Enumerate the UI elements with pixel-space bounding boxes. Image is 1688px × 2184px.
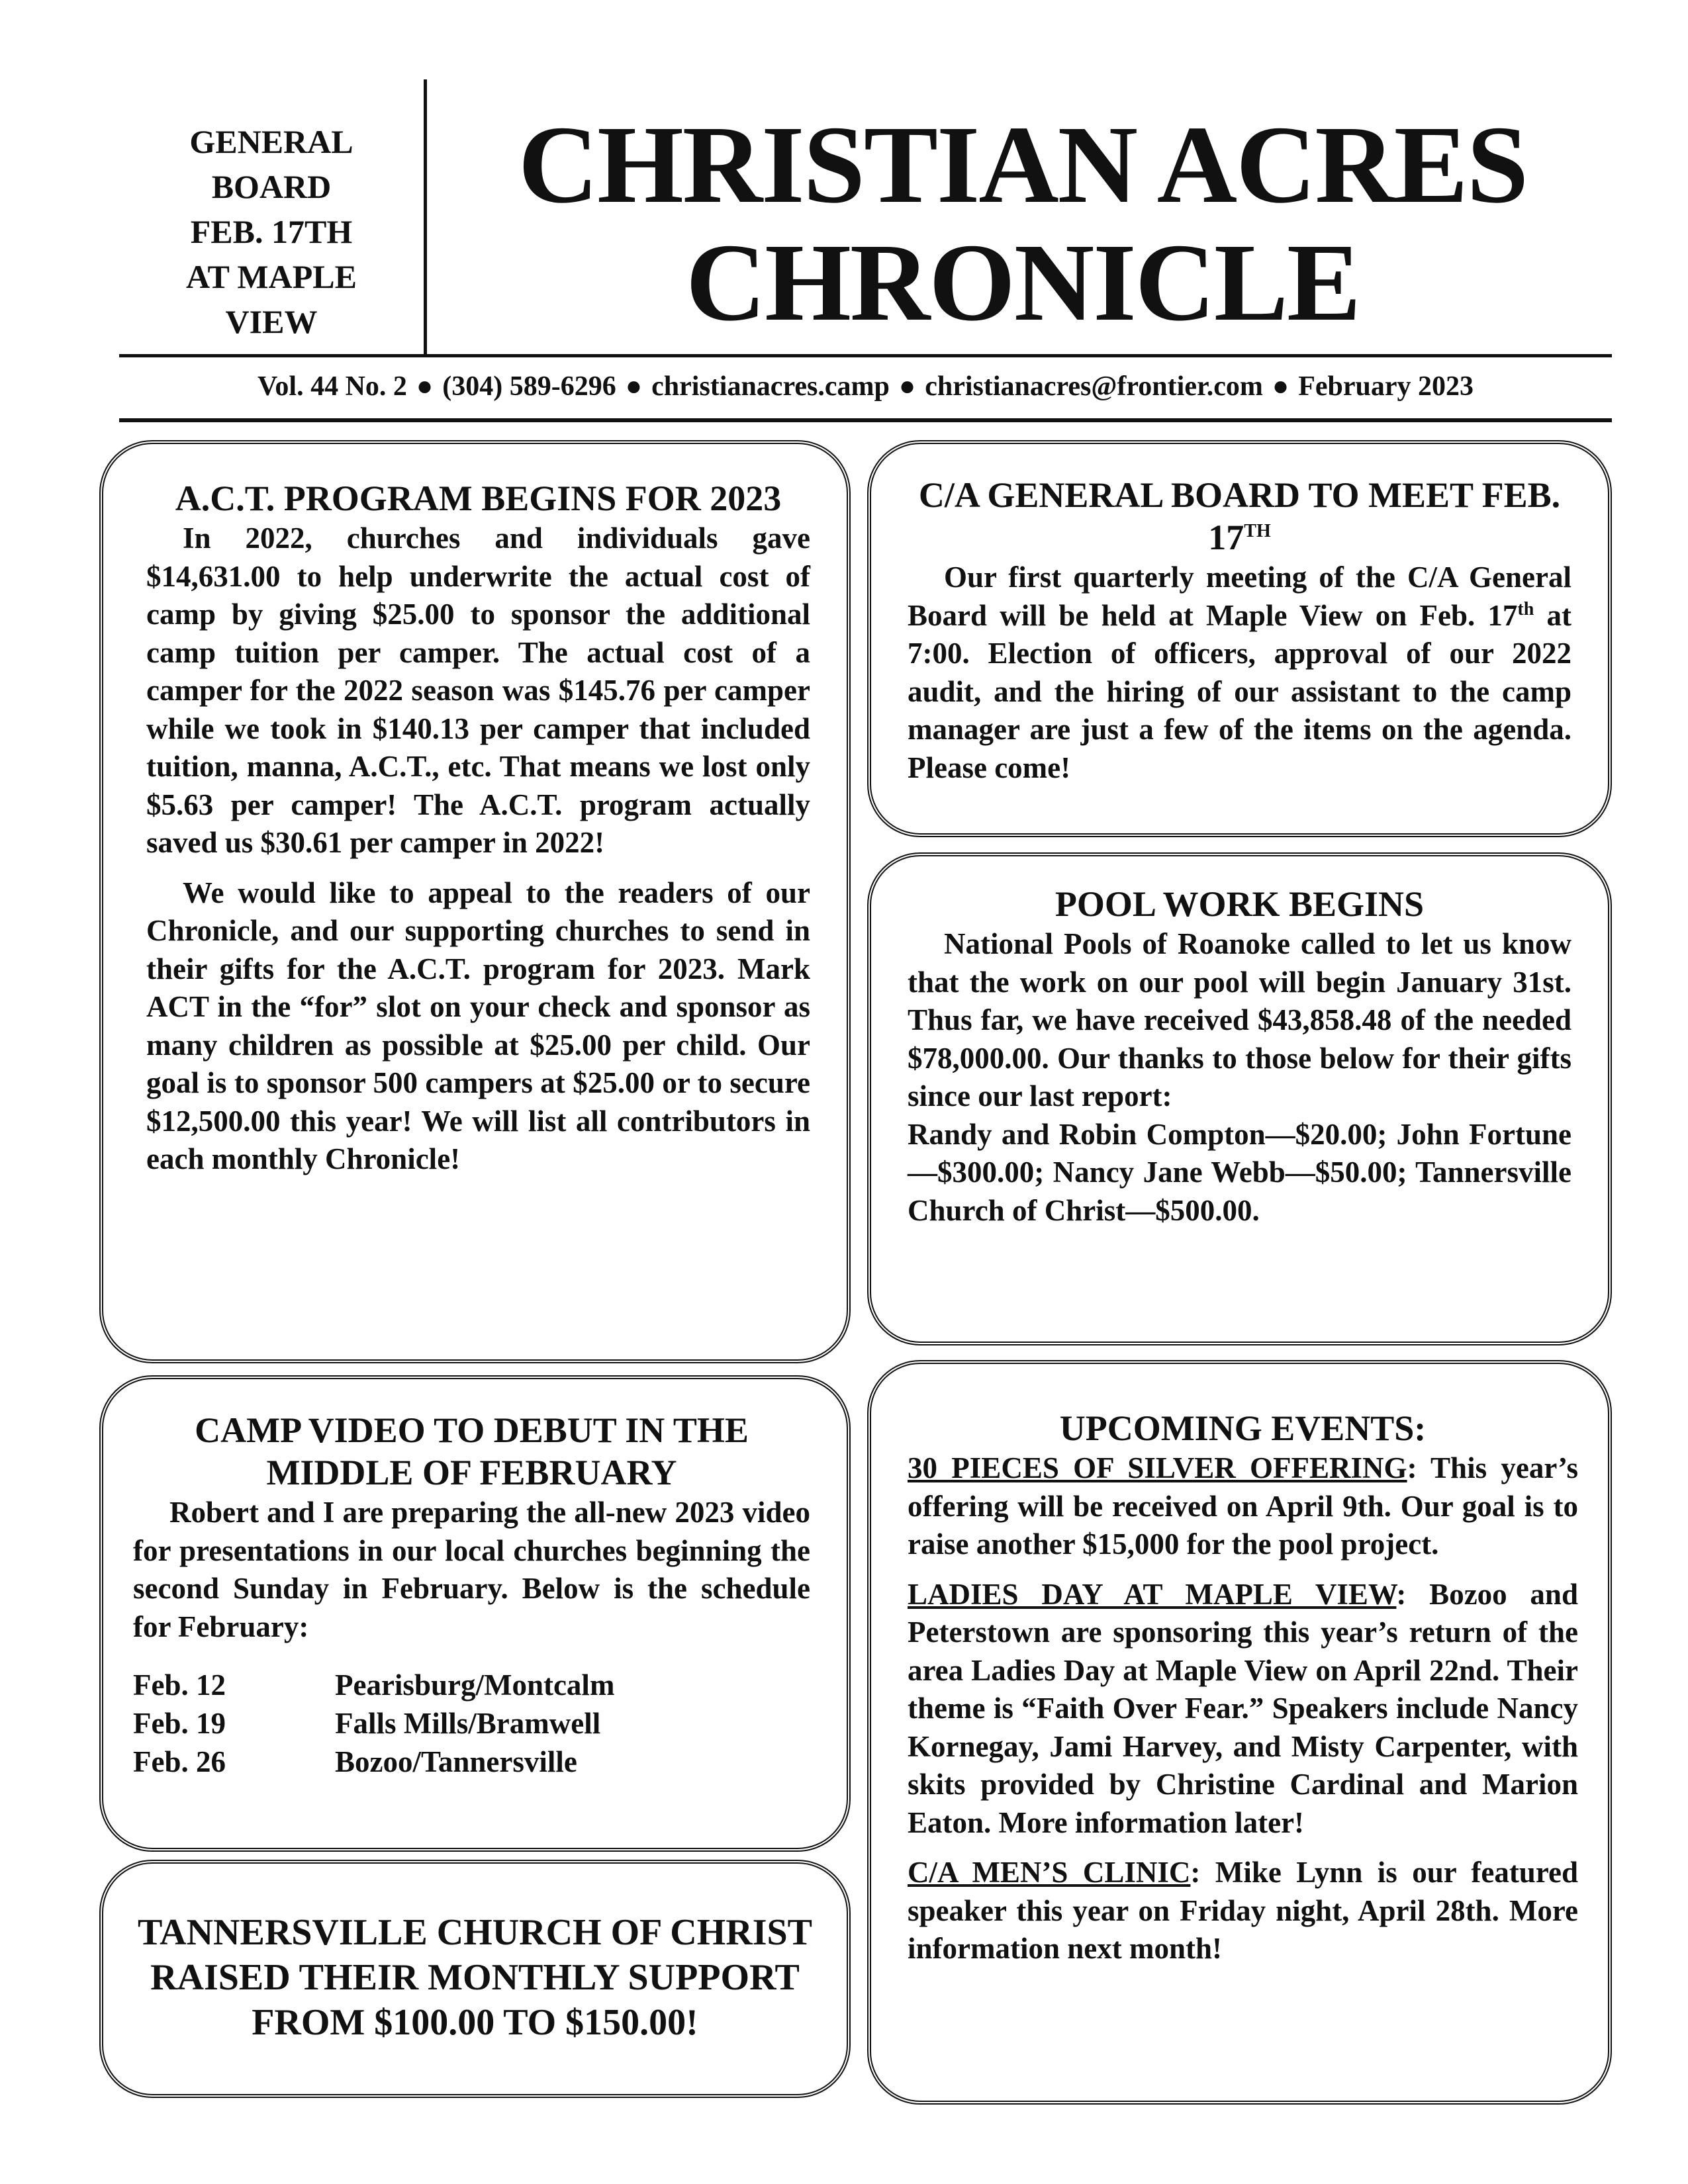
bullet-icon: ● bbox=[416, 371, 434, 402]
event-text: : Mike Lynn is our featured speaker this year on Friday night, April 28th. More information next month! bbox=[908, 1856, 1578, 1965]
event-item bbox=[908, 1449, 1578, 1564]
note-line: VIEW bbox=[225, 303, 318, 340]
note-line: AT MAPLE bbox=[186, 258, 357, 295]
masthead-divider bbox=[424, 79, 427, 354]
schedule-date: Feb. 26 bbox=[133, 1745, 226, 1778]
rule-bottom bbox=[119, 418, 1612, 422]
bullet-icon: ● bbox=[625, 371, 643, 402]
act-paragraph-1: In 2022, churches and individuals gave $14,631.00 to help underwrite the actual cost of camp by giving $25.00 to sponsor the additional camp tuition per camper. The actual cost of a camper for the 2022 season was $145.76 per camper while we took in $140.13 per camper that included tuition, manna, A.C.T., etc. That means we lost only $5.63 per camper! The A.C.T. program actually saved us $30.61 per camper in 2022! bbox=[146, 522, 810, 859]
note-line: BOARD bbox=[211, 168, 332, 205]
pool-heading: POOL WORK BEGINS bbox=[1055, 884, 1425, 924]
camp-video-box bbox=[99, 1375, 851, 1852]
schedule-row bbox=[133, 1704, 614, 1743]
video-schedule bbox=[133, 1666, 614, 1781]
event-text: : This year’s offering will be received on April 9th. Our goal is to raise another $15,000 for the pool project. bbox=[908, 1451, 1578, 1561]
phone-number: (304) 589-6296 bbox=[442, 371, 616, 402]
act-heading: A.C.T. PROGRAM BEGINS FOR 2023 bbox=[175, 478, 782, 518]
schedule-row bbox=[133, 1666, 614, 1704]
info-bar bbox=[119, 365, 1612, 408]
board-text-sup: th bbox=[1517, 598, 1534, 619]
email-link[interactable]: christianacres@frontier.com bbox=[925, 371, 1263, 402]
board-paragraph bbox=[908, 559, 1571, 787]
event-item bbox=[908, 1576, 1578, 1843]
board-text-a: Our first quarterly meeting of the C/A General Board will be held at Maple View on Feb. 17 bbox=[908, 561, 1571, 632]
upcoming-events-box bbox=[867, 1360, 1612, 2105]
volume-number: Vol. 44 No. 2 bbox=[257, 371, 407, 402]
newsletter-title bbox=[437, 103, 1609, 344]
board-meeting-note bbox=[139, 119, 404, 344]
schedule-row bbox=[133, 1743, 614, 1781]
bullet-icon: ● bbox=[1272, 371, 1289, 402]
board-heading-text: C/A GENERAL BOARD TO MEET FEB. 17 bbox=[918, 475, 1561, 557]
event-title: 30 PIECES OF SILVER OFFERING bbox=[908, 1451, 1407, 1484]
note-line: GENERAL bbox=[189, 123, 353, 160]
bullet-icon: ● bbox=[898, 371, 916, 402]
issue-date: February 2023 bbox=[1298, 371, 1474, 402]
pool-paragraph-1: National Pools of Roanoke called to let us know that the work on our pool will begin January 31st. Thus far, we have received $43,858.48 of the needed $78,000.00. Our thanks to those below for their gifts since our last report: bbox=[908, 927, 1571, 1113]
act-paragraph-2: We would like to appeal to the readers of our Chronicle, and our supporting churches to send in their gifts for the A.C.T. program for 2023. Mark ACT in the “for” slot on your check and sponsor as many children as possible at $25.00 per child. Our goal is to sponsor 500 campers at $25.00 or to secure $12,500.00 this year! We will list all contributors in each monthly Chronicle! bbox=[146, 876, 810, 1175]
board-heading bbox=[908, 474, 1571, 559]
rule-top bbox=[119, 354, 1612, 357]
event-text: : Bozoo and Peterstown are sponsoring this year’s return of the area Ladies Day at Maple View on April 22nd. Their theme is “Faith Over Fear.” Speakers include Nancy Kornegay, Jami Harvey, and Misty Carpenter, with skits provided by Christine Cardinal and Marion Eaton. More information later! bbox=[908, 1577, 1578, 1839]
event-title: LADIES DAY AT MAPLE VIEW bbox=[908, 1577, 1397, 1611]
general-board-box bbox=[867, 440, 1612, 837]
schedule-place: Bozoo/Tannersville bbox=[335, 1745, 577, 1778]
schedule-place: Pearisburg/Montcalm bbox=[335, 1668, 615, 1702]
website-link[interactable]: christianacres.camp bbox=[651, 371, 890, 402]
note-line: FEB. 17TH bbox=[190, 213, 353, 250]
pool-work-box bbox=[867, 852, 1612, 1345]
title-line-2: CHRONICLE bbox=[685, 221, 1360, 344]
act-program-box bbox=[99, 440, 851, 1363]
video-heading: CAMP VIDEO TO DEBUT IN THE MIDDLE OF FEBRUARY bbox=[195, 1410, 749, 1492]
video-paragraph: Robert and I are preparing the all-new 2023 video for presentations in our local churches beginning the second Sunday in February. Below is the schedule for February: bbox=[133, 1496, 810, 1643]
pool-donors: Randy and Robin Compton—$20.00; John Fortune—$300.00; Nancy Jane Webb—$50.00; Tannersville Church of Christ—$500.00. bbox=[908, 1117, 1571, 1227]
board-text-b: at 7:00. Election of officers, approval of our 2022 audit, and the hiring of our assistant to the camp manager are just a few of the items on the agenda. Please come! bbox=[908, 598, 1571, 784]
schedule-date: Feb. 19 bbox=[133, 1707, 226, 1740]
tannersville-box bbox=[99, 1860, 851, 2098]
event-title: C/A MEN’S CLINIC bbox=[908, 1856, 1191, 1889]
board-heading-sup: TH bbox=[1244, 521, 1271, 541]
event-item bbox=[908, 1854, 1578, 1968]
schedule-place: Falls Mills/Bramwell bbox=[335, 1707, 601, 1740]
title-line-1: CHRISTIAN ACRES bbox=[518, 103, 1528, 226]
events-heading: UPCOMING EVENTS: bbox=[1059, 1408, 1427, 1448]
schedule-date: Feb. 12 bbox=[133, 1668, 226, 1702]
tannersville-announcement: TANNERSVILLE CHURCH OF CHRIST RAISED THEIR MONTHLY SUPPORT FROM $100.00 TO $150.00! bbox=[137, 1912, 813, 2043]
